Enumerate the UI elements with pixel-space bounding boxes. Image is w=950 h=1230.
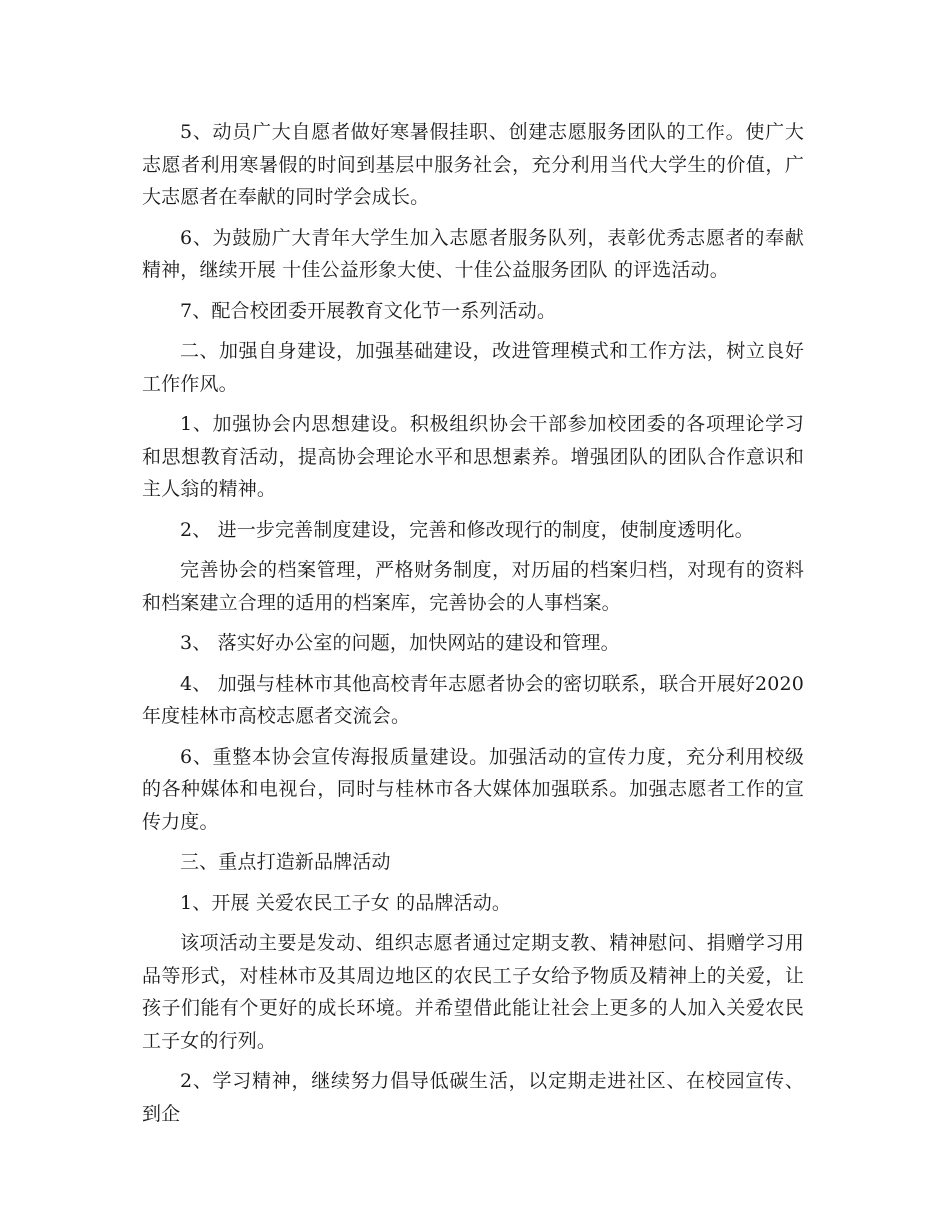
paragraph-system-building: 2、 进一步完善制度建设，完善和修改现行的制度，使制度透明化。 — [180, 518, 754, 541]
paragraph-ideological-building: 1、加强协会内思想建设。积极组织协会干部参加校团委的各项理论学习和思想教育活动，提高协会理论水平和思想素养。增强团队的团队合作意识和主人翁的精神。 — [142, 413, 804, 500]
paragraph-award-selection: 6、为鼓励广大青年大学生加入志愿者服务队列，表彰优秀志愿者的奉献精神，继续开展 十佳公益形象大使、十佳公益服务团队 的评选活动。 — [142, 226, 804, 281]
section-heading-new-brand: 三、重点打造新品牌活动 — [180, 851, 391, 873]
paragraph-low-carbon-life: 2、学习精神，继续努力倡导低碳生活，以定期走进社区、在校园宣传、到企 — [142, 1070, 804, 1125]
section-heading-self-building: 二、加强自身建设，加强基础建设，改进管理模式和工作方法，树立良好工作作风。 — [142, 340, 804, 395]
paragraph-volunteer-summer-work: 5、动员广大自愿者做好寒暑假挂职、创建志愿服务团队的工作。使广大志愿者利用寒暑假的时间到基层中服务社会，充分利用当代大学生的价值，广大志愿者在奉献的同时学会成长。 — [142, 121, 804, 208]
paragraph-university-exchange: 4、 加强与桂林市其他高校青年志愿者协会的密切联系，联合开展好2020年度桂林市高校志愿者交流会。 — [142, 672, 804, 727]
paragraph-office-website: 3、 落实好办公室的问题，加快网站的建设和管理。 — [180, 632, 620, 654]
paragraph-archive-management: 完善协会的档案管理，严格财务制度，对历届的档案归档，对现有的资料和档案建立合理的适用的档案库，完善协会的人事档案。 — [142, 559, 804, 614]
paragraph-culture-festival: 7、配合校团委开展教育文化节一系列活动。 — [180, 299, 557, 322]
paragraph-migrant-children-activity: 1、开展 关爱农民工子女 的品牌活动。 — [180, 891, 512, 914]
document-body — [142, 116, 804, 1138]
paragraph-publicity-building: 6、重整本协会宣传海报质量建设。加强活动的宣传力度，充分利用校级的各种媒体和电视台，同时与桂林市各大媒体加强联系。加强志愿者工作的宣传力度。 — [142, 745, 804, 833]
paragraph-activity-description: 该项活动主要是发动、组织志愿者通过定期支教、精神慰问、捐赠学习用品等形式，对桂林市及其周边地区的农民工子女给予物质及精神上的关爱，让孩子们能有个更好的成长环境。并希望借此能让社会上更多的人加入关爱农民工子女的行列。 — [142, 932, 804, 1052]
